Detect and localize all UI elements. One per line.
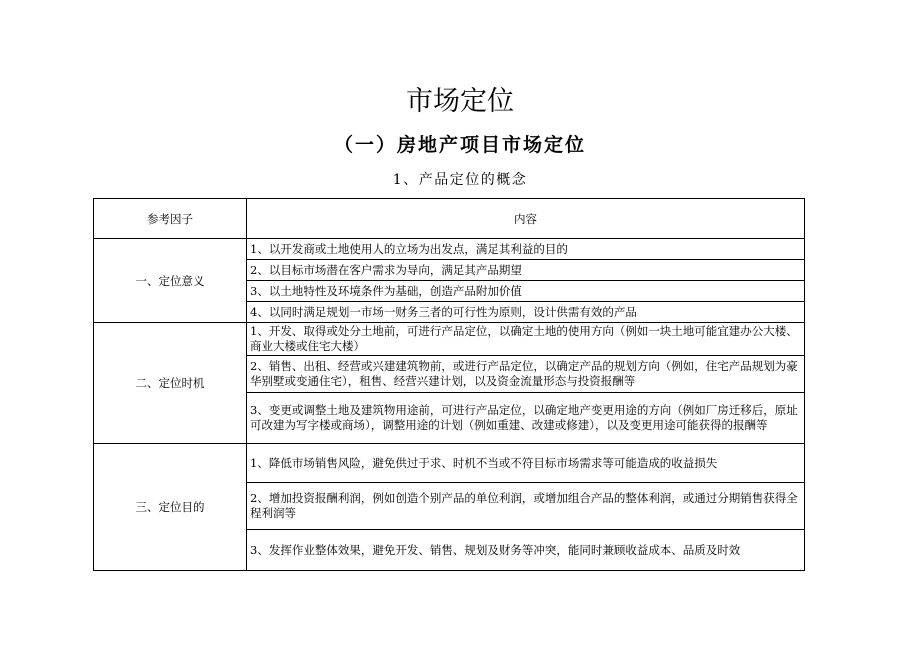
content-cell: 3、以土地特性及环境条件为基础，创造产品附加价值	[247, 281, 805, 302]
page-title: 市场定位	[406, 86, 514, 117]
content-cell: 1、降低市场销售风险，避免供过于求、时机不当或不符目标市场需求等可能造成的收益损失	[247, 444, 805, 483]
content-cell: 2、以目标市场潜在客户需求为导向，满足其产品期望	[247, 260, 805, 281]
content-cell: 2、销售、出租、经营或兴建建筑物前，或进行产品定位，以确定产品的规划方向（例如，住宅产品规划为豪华别墅或变通住宅），租售、经营兴建计划，以及资金流量形态与投资报酬等	[247, 356, 805, 393]
table-row	[94, 239, 805, 260]
table-header-row	[94, 199, 805, 239]
header-content: 内容	[247, 199, 805, 239]
section-heading: 1、产品定位的概念	[392, 172, 528, 188]
header-factor: 参考因子	[94, 199, 247, 239]
content-cell: 3、发挥作业整体效果，避免开发、销售、规划及财务等冲突，能同时兼顾收益成本、品质及时效	[247, 530, 805, 571]
positioning-table	[93, 198, 805, 571]
factor-cell-purpose: 三、定位目的	[94, 444, 247, 571]
factor-cell-meaning: 一、定位意义	[94, 239, 247, 323]
table-row	[94, 444, 805, 483]
factor-cell-timing: 二、定位时机	[94, 323, 247, 444]
content-cell: 3、变更或调整土地及建筑物用途前，可进行产品定位，以确定地产变更用途的方向（例如厂房迁移后，原址可改建为写字楼或商场），调整用途的计划（例如重建、改建或修建），以及变更用途可能获得的报酬等	[247, 393, 805, 444]
section-subtitle: （一）房地产项目市场定位	[333, 134, 586, 156]
content-cell: 1、以开发商或土地使用人的立场为出发点，满足其利益的目的	[247, 239, 805, 260]
content-cell: 2、增加投资报酬利润，例如创造个别产品的单位利润，或增加组合产品的整体利润，或通过分期销售获得全程利润等	[247, 483, 805, 530]
table-row	[94, 323, 805, 356]
content-cell: 1、开发、取得或处分土地前，可进行产品定位，以确定土地的使用方向（例如一块土地可能宜建办公大楼、商业大楼或住宅大楼）	[247, 323, 805, 356]
content-cell: 4、以同时满足规划一市场一财务三者的可行性为原则，设计供需有效的产品	[247, 302, 805, 323]
